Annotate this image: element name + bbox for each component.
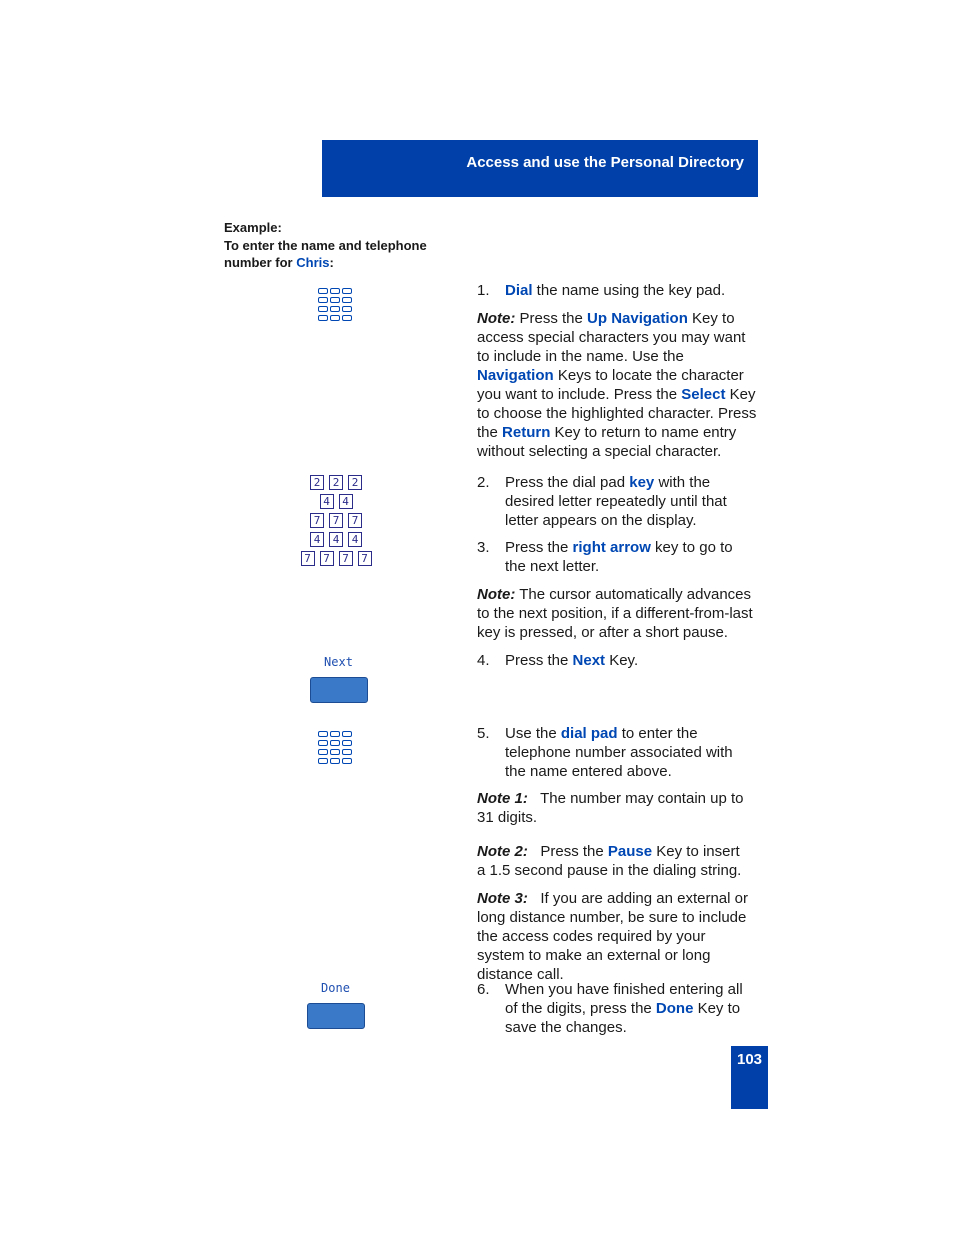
note-cursor bbox=[477, 585, 757, 642]
example-label: Example: bbox=[224, 220, 282, 235]
key-sequence bbox=[296, 475, 376, 570]
note-text: Key to insert a 1.5 second pause in the dialing string. bbox=[477, 843, 742, 879]
step-6-text: When you have finished entering all of the digits, press the bbox=[505, 981, 743, 1017]
step-1 bbox=[477, 281, 767, 300]
note-1-digits bbox=[477, 789, 752, 827]
step-4-number: 4. bbox=[477, 652, 490, 669]
step-3-keyword: right arrow bbox=[572, 539, 651, 556]
note-navigation bbox=[477, 309, 757, 461]
dialpad-icon bbox=[318, 288, 352, 321]
step-3-text: Press the bbox=[505, 539, 573, 556]
note-label: Note: bbox=[477, 586, 516, 603]
key-row bbox=[296, 513, 376, 532]
step-5-text: Use the bbox=[505, 725, 561, 742]
step-1-keyword: Dial bbox=[505, 282, 533, 299]
key-row bbox=[296, 475, 376, 494]
step-4-text: Key. bbox=[605, 652, 639, 669]
note-label: Note: bbox=[477, 310, 516, 327]
key-2: 2 bbox=[310, 475, 324, 490]
note-label: Note 3: bbox=[477, 890, 528, 907]
note-3-external bbox=[477, 889, 757, 984]
done-softkey-label: Done bbox=[321, 981, 350, 995]
step-3 bbox=[477, 538, 767, 576]
step-1-text: the name using the key pad. bbox=[532, 282, 726, 299]
key-7: 7 bbox=[329, 513, 343, 528]
step-1-number: 1. bbox=[477, 282, 490, 299]
step-4 bbox=[477, 651, 767, 670]
next-button[interactable] bbox=[310, 677, 368, 703]
step-6 bbox=[477, 980, 767, 1037]
step-2-number: 2. bbox=[477, 474, 490, 491]
step-5-number: 5. bbox=[477, 725, 490, 742]
note-text: The number may contain up to 31 digits. bbox=[477, 790, 748, 826]
page-number-tab bbox=[731, 1046, 768, 1109]
step-2 bbox=[477, 473, 767, 530]
step-5 bbox=[477, 724, 767, 781]
note-text: Keys to locate the character you want to include. Press the bbox=[477, 367, 744, 403]
step-2-keyword: key bbox=[629, 474, 655, 491]
note-keyword: Navigation bbox=[477, 367, 554, 384]
key-7: 7 bbox=[348, 513, 362, 528]
step-6-text: Key to save the changes. bbox=[505, 1000, 741, 1036]
step-6-number: 6. bbox=[477, 981, 490, 998]
example-name: Chris bbox=[296, 255, 330, 270]
page-number: 103 bbox=[736, 1051, 763, 1068]
step-6-keyword: Done bbox=[655, 1000, 694, 1017]
key-4: 4 bbox=[329, 532, 343, 547]
step-2-text: Press the dial pad bbox=[505, 474, 630, 491]
step-4-text: Press the bbox=[505, 652, 573, 669]
header-bar bbox=[322, 140, 758, 197]
key-4: 4 bbox=[339, 494, 353, 509]
step-4-keyword: Next bbox=[572, 652, 606, 669]
done-softkey bbox=[307, 981, 364, 1029]
note-text: Key to return to name entry without selecting a special character. bbox=[477, 424, 737, 460]
key-4: 4 bbox=[310, 532, 324, 547]
key-7: 7 bbox=[320, 551, 334, 566]
note-label: Note 1: bbox=[477, 790, 528, 807]
key-2: 2 bbox=[329, 475, 343, 490]
next-softkey bbox=[310, 655, 367, 703]
step-5-text: to enter the telephone number associated with the name entered above. bbox=[505, 725, 733, 780]
header-title: Access and use the Personal Directory bbox=[466, 154, 744, 171]
note-2-pause bbox=[477, 842, 752, 880]
note-text: Key to access special characters you may want to include in the name. Use the bbox=[477, 310, 746, 365]
dialpad-icon bbox=[318, 731, 352, 764]
key-7: 7 bbox=[358, 551, 372, 566]
step-3-number: 3. bbox=[477, 539, 490, 556]
key-7: 7 bbox=[310, 513, 324, 528]
note-keyword: Pause bbox=[607, 843, 653, 860]
key-7: 7 bbox=[339, 551, 353, 566]
note-text: Press the bbox=[515, 310, 588, 327]
note-keyword: Up Navigation bbox=[587, 310, 688, 327]
done-button[interactable] bbox=[307, 1003, 365, 1029]
key-row bbox=[296, 494, 376, 513]
note-keyword: Return bbox=[502, 424, 551, 441]
note-text: If you are adding an external or long distance number, be sure to include the access codes required by your system to make an external or long distance call. bbox=[477, 890, 753, 983]
step-3-text: key to go to the next letter. bbox=[505, 539, 733, 575]
example-block bbox=[224, 219, 427, 272]
note-text: The cursor automatically advances to the next position, if a different-from-last key is pressed, or after a short pause. bbox=[477, 586, 753, 641]
note-keyword: Select bbox=[681, 386, 726, 403]
example-line1: To enter the name and telephone bbox=[224, 237, 427, 253]
key-4: 4 bbox=[348, 532, 362, 547]
example-line2-prefix: number for bbox=[224, 255, 297, 270]
key-2: 2 bbox=[348, 475, 362, 490]
key-row bbox=[296, 532, 376, 551]
key-4: 4 bbox=[320, 494, 334, 509]
note-label: Note 2: bbox=[477, 843, 528, 860]
key-row bbox=[296, 551, 376, 570]
key-7: 7 bbox=[301, 551, 315, 566]
step-2-text: with the desired letter repeatedly until that letter appears on the display. bbox=[505, 474, 727, 529]
note-text: Key to choose the highlighted character. Press the bbox=[477, 386, 757, 441]
step-5-keyword: dial pad bbox=[560, 725, 618, 742]
note-text: Press the bbox=[527, 843, 608, 860]
example-line2-suffix: : bbox=[329, 255, 334, 270]
next-softkey-label: Next bbox=[324, 655, 353, 669]
example-line2 bbox=[224, 254, 427, 272]
